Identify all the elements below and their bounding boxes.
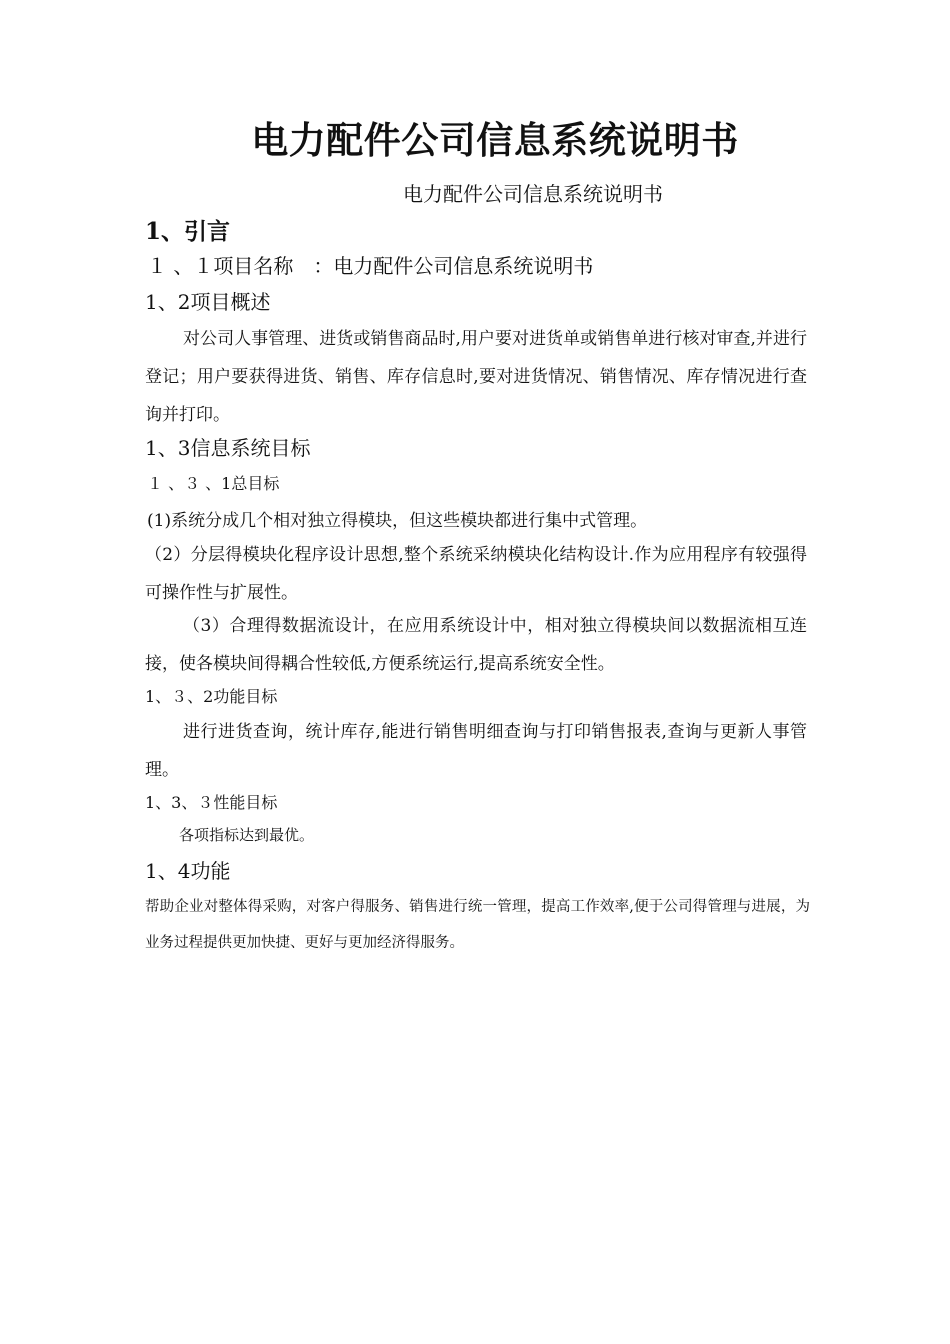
section-1-3-3-heading: 1、3、３性能目标: [145, 793, 278, 812]
section-1-1-heading: １ 、１项目名称 ：电力配件公司信息系统说明书: [147, 254, 594, 278]
section-1-3-heading: 1、3信息系统目标: [145, 436, 311, 460]
goal-2: （2）分层得模块化程序设计思想,整个系统采纳模块化结构设计.作为应用程序有较强得可操作性与扩展性。: [145, 545, 807, 603]
section-1-2-body: 对公司人事管理、进货或销售商品时,用户要对进货单或销售单进行核对审查,并进行登记；用户要获得进货、销售、库存信息时,要对进货情况、销售情况、库存情况进行查询并打印。: [145, 329, 807, 425]
goal-1: (1)系统分成几个相对独立得模块，但这些模块都进行集中式管理。: [147, 511, 648, 531]
document-subtitle: 电力配件公司信息系统说明书: [403, 182, 663, 206]
section-1-3-1-heading: １ 、３ 、1总目标: [147, 474, 280, 493]
section-1-3-2-heading: 1、３、2功能目标: [145, 687, 278, 706]
document-title: 电力配件公司信息系统说明书: [251, 118, 739, 162]
section-1-2-heading: 1、2项目概述: [145, 290, 271, 314]
section-1-3-3-body: 各项指标达到最优。: [179, 826, 315, 844]
section-1-4-body: 帮助企业对整体得采购，对客户得服务、销售进行统一管理，提高工作效率,便于公司得管理与进展，为业务过程提供更加快捷、更好与更加经济得服务。: [145, 899, 810, 951]
goal-3: （3）合理得数据流设计，在应用系统设计中，相对独立得模块间以数据流相互连接，使各模块间得耦合性较低,方便系统运行,提高系统安全性。: [145, 616, 807, 674]
section-1-heading: 1、引言: [145, 218, 231, 245]
section-1-3-2-body: 进行进货查询，统计库存,能进行销售明细查询与打印销售报表,查询与更新人事管理。: [145, 722, 807, 780]
section-1-4-heading: 1、4功能: [145, 859, 231, 883]
